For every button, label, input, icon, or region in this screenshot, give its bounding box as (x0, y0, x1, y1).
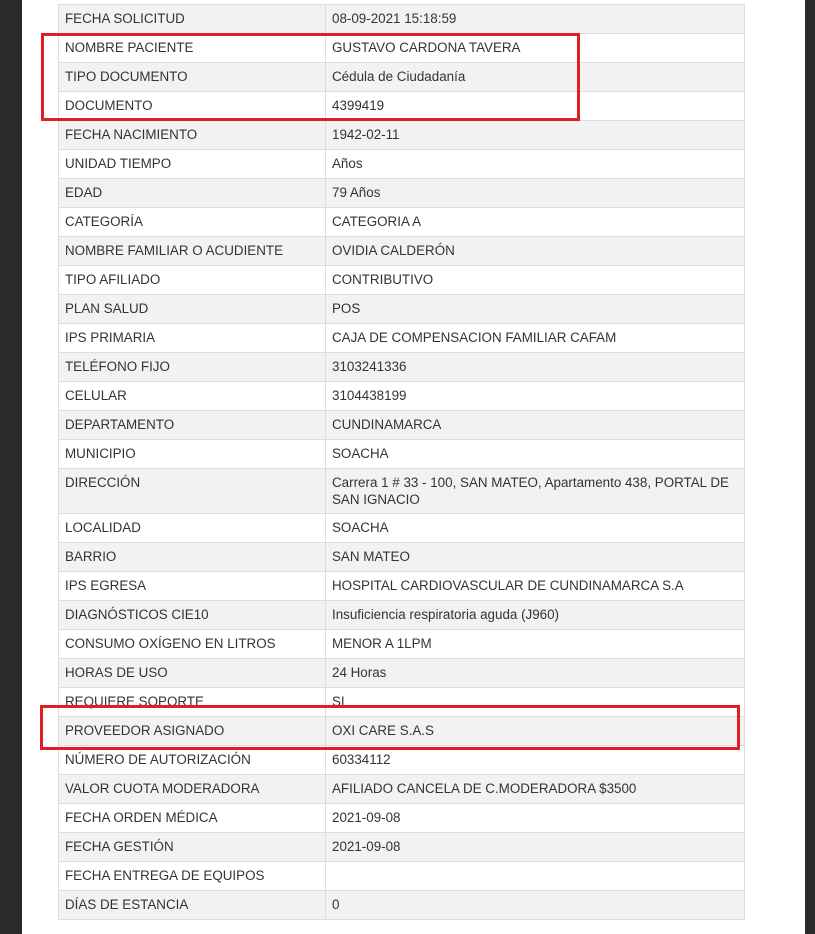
field-value: 60334112 (326, 746, 745, 775)
field-label: BARRIO (59, 543, 326, 572)
field-value: CUNDINAMARCA (326, 411, 745, 440)
field-value: SOACHA (326, 514, 745, 543)
field-value: SAN MATEO (326, 543, 745, 572)
field-value: 0 (326, 891, 745, 920)
field-value (326, 862, 745, 891)
field-label: IPS EGRESA (59, 572, 326, 601)
field-label: NÚMERO DE AUTORIZACIÓN (59, 746, 326, 775)
field-label: IPS PRIMARIA (59, 324, 326, 353)
field-label: DOCUMENTO (59, 92, 326, 121)
table-row (59, 688, 745, 717)
table-row (59, 63, 745, 92)
table-row (59, 514, 745, 543)
field-label: HORAS DE USO (59, 659, 326, 688)
field-label: TELÉFONO FIJO (59, 353, 326, 382)
field-value: CAJA DE COMPENSACION FAMILIAR CAFAM (326, 324, 745, 353)
field-value: SOACHA (326, 440, 745, 469)
field-value: AFILIADO CANCELA DE C.MODERADORA $3500 (326, 775, 745, 804)
field-label: NOMBRE FAMILIAR O ACUDIENTE (59, 237, 326, 266)
table-row (59, 237, 745, 266)
field-value: Cédula de Ciudadanía (326, 63, 745, 92)
field-value: POS (326, 295, 745, 324)
field-value: 1942-02-11 (326, 121, 745, 150)
table-row (59, 34, 745, 63)
table-row (59, 411, 745, 440)
table-row (59, 862, 745, 891)
table-row (59, 891, 745, 920)
field-label: CONSUMO OXÍGENO EN LITROS (59, 630, 326, 659)
table-row (59, 353, 745, 382)
field-label: FECHA ENTREGA DE EQUIPOS (59, 862, 326, 891)
field-value: Años (326, 150, 745, 179)
field-label: CELULAR (59, 382, 326, 411)
table-row (59, 804, 745, 833)
field-label: FECHA NACIMIENTO (59, 121, 326, 150)
field-value: OXI CARE S.A.S (326, 717, 745, 746)
table-row (59, 572, 745, 601)
field-label: DEPARTAMENTO (59, 411, 326, 440)
field-label: DIAGNÓSTICOS CIE10 (59, 601, 326, 630)
field-value: 4399419 (326, 92, 745, 121)
table-row (59, 833, 745, 862)
field-label: EDAD (59, 179, 326, 208)
field-value: Insuficiencia respiratoria aguda (J960) (326, 601, 745, 630)
page-backdrop-right (805, 0, 815, 934)
field-label: DIRECCIÓN (59, 469, 326, 514)
table-row (59, 601, 745, 630)
table-row (59, 5, 745, 34)
table-row (59, 150, 745, 179)
table-row (59, 775, 745, 804)
table-row (59, 92, 745, 121)
field-value: SI (326, 688, 745, 717)
field-label: TIPO AFILIADO (59, 266, 326, 295)
table-row (59, 717, 745, 746)
field-value: CONTRIBUTIVO (326, 266, 745, 295)
field-label: VALOR CUOTA MODERADORA (59, 775, 326, 804)
field-label: LOCALIDAD (59, 514, 326, 543)
table-row (59, 208, 745, 237)
table-row (59, 630, 745, 659)
field-value: OVIDIA CALDERÓN (326, 237, 745, 266)
field-value: 08-09-2021 15:18:59 (326, 5, 745, 34)
field-label: NOMBRE PACIENTE (59, 34, 326, 63)
field-value: GUSTAVO CARDONA TAVERA (326, 34, 745, 63)
field-value: CATEGORIA A (326, 208, 745, 237)
field-value: 3104438199 (326, 382, 745, 411)
table-row (59, 382, 745, 411)
table-row (59, 266, 745, 295)
field-label: REQUIERE SOPORTE (59, 688, 326, 717)
field-value: 3103241336 (326, 353, 745, 382)
page-backdrop-left (0, 0, 22, 934)
request-detail-table (58, 4, 745, 920)
field-value: HOSPITAL CARDIOVASCULAR DE CUNDINAMARCA S.A (326, 572, 745, 601)
field-label: FECHA SOLICITUD (59, 5, 326, 34)
table-row (59, 746, 745, 775)
field-label: FECHA GESTIÓN (59, 833, 326, 862)
field-label: FECHA ORDEN MÉDICA (59, 804, 326, 833)
field-label: PROVEEDOR ASIGNADO (59, 717, 326, 746)
table-row (59, 295, 745, 324)
field-label: TIPO DOCUMENTO (59, 63, 326, 92)
field-label: PLAN SALUD (59, 295, 326, 324)
table-row (59, 440, 745, 469)
table-row (59, 324, 745, 353)
field-label: UNIDAD TIEMPO (59, 150, 326, 179)
field-value: 2021-09-08 (326, 833, 745, 862)
field-value: 24 Horas (326, 659, 745, 688)
table-row (59, 469, 745, 514)
table-row (59, 543, 745, 572)
field-label: DÍAS DE ESTANCIA (59, 891, 326, 920)
field-value: Carrera 1 # 33 - 100, SAN MATEO, Apartamento 438, PORTAL DE SAN IGNACIO (326, 469, 745, 514)
field-value: MENOR A 1LPM (326, 630, 745, 659)
table-row (59, 179, 745, 208)
table-row (59, 121, 745, 150)
table-row (59, 659, 745, 688)
field-value: 79 Años (326, 179, 745, 208)
field-value: 2021-09-08 (326, 804, 745, 833)
request-detail-modal (22, 0, 805, 934)
field-label: MUNICIPIO (59, 440, 326, 469)
field-label: CATEGORÍA (59, 208, 326, 237)
